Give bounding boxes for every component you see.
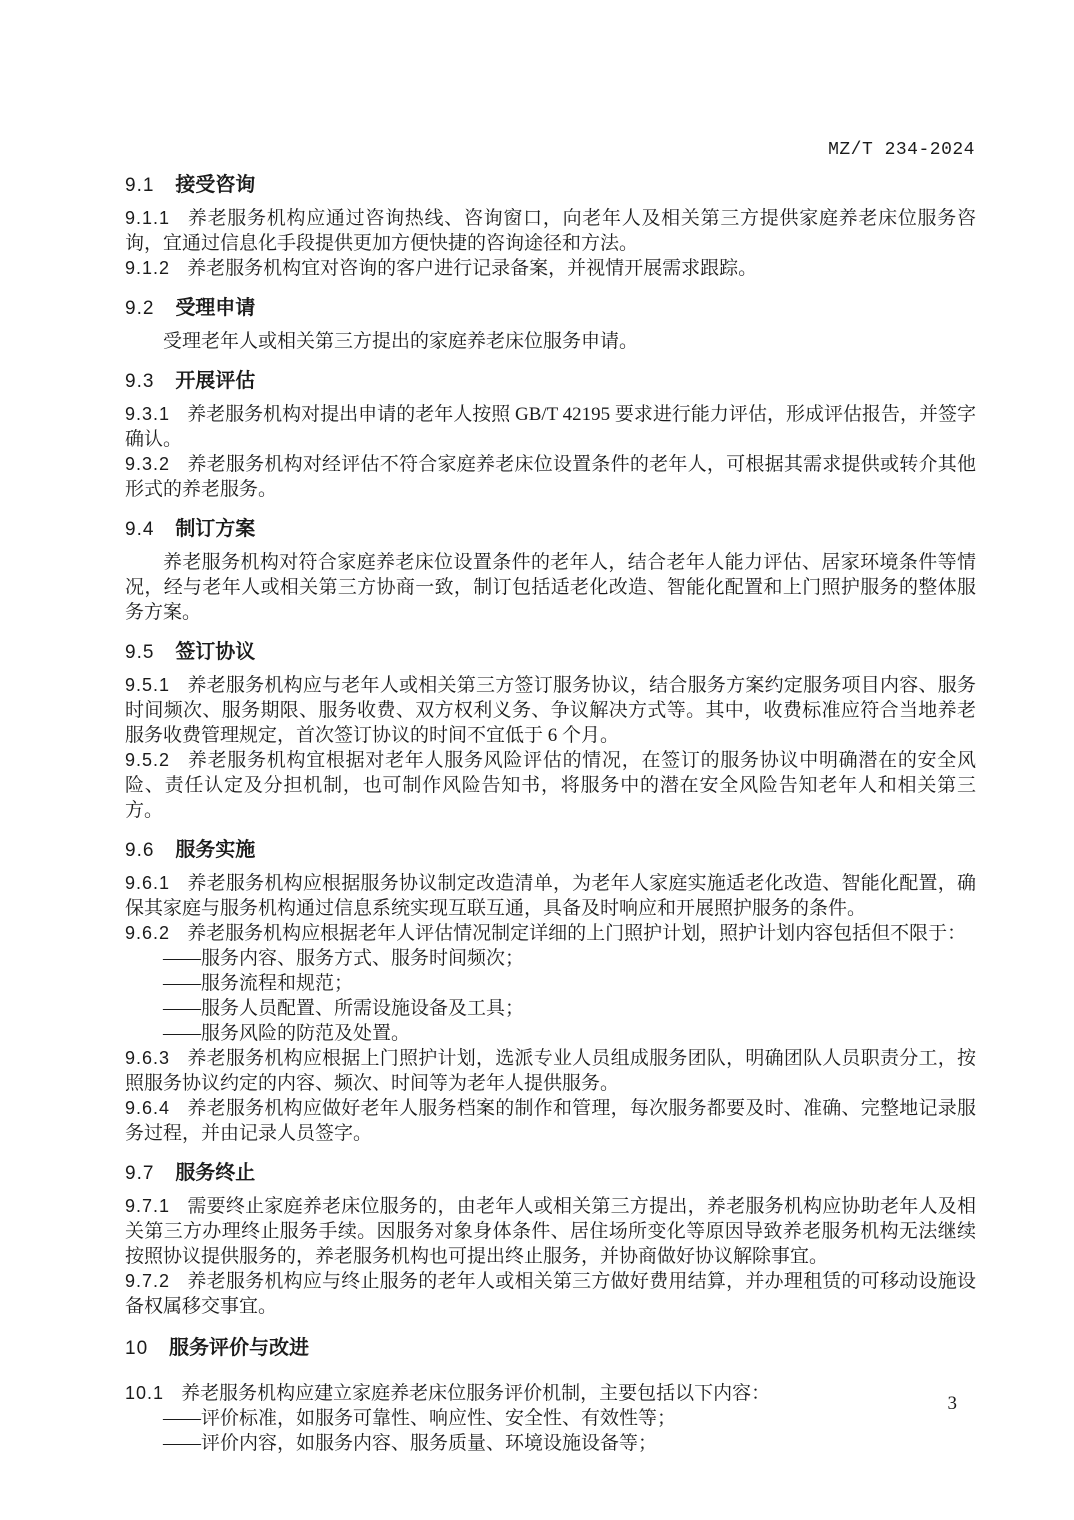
clause-text: 养老服务机构应根据老年人评估情况制定详细的上门照护计划，照护计划内容包括但不限于： (187, 923, 967, 944)
clause-number: 9.5.2 (125, 750, 171, 770)
chapter-number: 10 (125, 1338, 149, 1359)
list-item: ——评价内容，如服务内容、服务质量、环境设施设备等； (163, 1433, 658, 1454)
clause-9-5-2 (125, 748, 976, 823)
document-code: MZ/T 234-2024 (828, 140, 975, 160)
section-number: 9.5 (125, 642, 155, 663)
section-title: 签订协议 (175, 641, 256, 663)
list-item: ——服务人员配置、所需设施设备及工具； (163, 998, 525, 1019)
section-title: 受理申请 (175, 297, 256, 319)
clause-text: 养老服务机构应根据服务协议制定改造清单，为老年人家庭实施适老化改造、智能化配置，确保其家庭与服务机构通过信息系统实现互联互通，具备及时响应和开展照护服务的条件。 (125, 873, 976, 919)
clause-number: 9.5.1 (125, 675, 171, 695)
clause-number: 9.1.2 (125, 258, 171, 278)
clause-number: 9.6.1 (125, 873, 171, 893)
clause-text: 养老服务机构对经评估不符合家庭养老床位设置条件的老年人，可根据其需求提供或转介其他形式的养老服务。 (125, 454, 976, 500)
clause-number: 9.7.2 (125, 1271, 171, 1291)
section-number: 9.7 (125, 1163, 155, 1184)
clause-text: 养老服务机构应与终止服务的老年人或相关第三方做好费用结算，并办理租赁的可移动设施设备权属移交事宜。 (125, 1271, 976, 1317)
paragraph-9-2: 受理老年人或相关第三方提出的家庭养老床位服务申请。 (163, 331, 639, 352)
section-number: 9.6 (125, 840, 155, 861)
section-9-4-heading (125, 516, 976, 543)
section-number: 9.4 (125, 519, 155, 540)
clause-9-6-4 (125, 1096, 976, 1146)
clause-9-6-1 (125, 871, 976, 921)
clause-9-1-2 (125, 256, 976, 281)
section-9-6-heading (125, 837, 976, 864)
clause-number: 9.3.1 (125, 404, 171, 424)
section-title: 开展评估 (175, 370, 256, 392)
clause-number: 9.7.1 (125, 1196, 171, 1216)
clause-9-3-1 (125, 402, 976, 452)
section-9-5-heading (125, 639, 976, 666)
section-9-7-heading (125, 1160, 976, 1187)
clause-text: 需要终止家庭养老床位服务的，由老年人或相关第三方提出，养老服务机构应协助老年人及相关第三方办理终止服务手续。因服务对象身体条件、居住场所变化等原因导致养老服务机构无法继续按照协议提供服务的，养老服务机构也可提出终止服务，并协商做好协议解除事宜。 (125, 1196, 976, 1267)
clause-text: 养老服务机构应做好老年人服务档案的制作和管理，每次服务都要及时、准确、完整地记录服务过程，并由记录人员签字。 (125, 1098, 976, 1144)
list-item: ——评价标准，如服务可靠性、响应性、安全性、有效性等； (163, 1408, 677, 1429)
section-9-2-heading (125, 295, 976, 322)
clause-9-7-2 (125, 1269, 976, 1319)
section-number: 9.2 (125, 298, 155, 319)
section-title: 接受咨询 (175, 174, 256, 196)
clause-number: 9.6.4 (125, 1098, 171, 1118)
list-item: ——服务流程和规范； (163, 973, 354, 994)
clause-number: 9.6.3 (125, 1048, 171, 1068)
clause-9-7-1 (125, 1194, 976, 1269)
clause-text: 养老服务机构应通过咨询热线、咨询窗口，向老年人及相关第三方提供家庭养老床位服务咨询，宜通过信息化手段提供更加方便快捷的咨询途径和方法。 (125, 208, 976, 254)
clause-9-6-3 (125, 1046, 976, 1096)
list-item: ——服务风险的防范及处置。 (163, 1023, 411, 1044)
section-number: 9.1 (125, 175, 155, 196)
clause-9-5-1 (125, 673, 976, 748)
section-9-3-heading (125, 368, 976, 395)
clause-text: 养老服务机构应建立家庭养老床位服务评价机制，主要包括以下内容： (181, 1383, 771, 1404)
clause-9-6-2 (125, 921, 976, 946)
clause-text: 养老服务机构应与老年人或相关第三方签订服务协议，结合服务方案约定服务项目内容、服务时间频次、服务期限、服务收费、双方权利义务、争议解决方式等。其中，收费标准应符合当地养老服务收费管理规定，首次签订协议的时间不宜低于 6 个月。 (125, 675, 976, 746)
section-title: 服务实施 (175, 839, 256, 861)
section-9-1-heading (125, 172, 976, 199)
list-item: ——服务内容、服务方式、服务时间频次； (163, 948, 525, 969)
clause-number: 9.1.1 (125, 208, 171, 228)
chapter-title: 服务评价与改进 (169, 1337, 310, 1359)
clause-text: 养老服务机构对提出申请的老年人按照 GB/T 42195 要求进行能力评估，形成评估报告，并签字确认。 (125, 404, 976, 450)
clause-9-3-2 (125, 452, 976, 502)
section-number: 9.3 (125, 371, 155, 392)
section-title: 制订方案 (175, 518, 256, 540)
paragraph-9-4: 养老服务机构对符合家庭养老床位设置条件的老年人，结合老年人能力评估、居家环境条件等情况，经与老年人或相关第三方协商一致，制订包括适老化改造、智能化配置和上门照护服务的整体服务方案。 (125, 552, 976, 623)
clause-10-1 (125, 1381, 976, 1406)
clause-text: 养老服务机构宜根据对老年人服务风险评估的情况，在签订的服务协议中明确潜在的安全风险、责任认定及分担机制，也可制作风险告知书，将服务中的潜在安全风险告知老年人和相关第三方。 (125, 750, 976, 821)
clause-text: 养老服务机构宜对咨询的客户进行记录备案，并视情开展需求跟踪。 (187, 258, 758, 279)
clause-number: 10.1 (125, 1383, 165, 1403)
section-title: 服务终止 (175, 1162, 256, 1184)
document-body (125, 0, 976, 1456)
chapter-10-heading (125, 1335, 976, 1362)
page-number: 3 (947, 1393, 957, 1414)
clause-text: 养老服务机构应根据上门照护计划，选派专业人员组成服务团队，明确团队人员职责分工，按照服务协议约定的内容、频次、时间等为老年人提供服务。 (125, 1048, 976, 1094)
clause-number: 9.6.2 (125, 923, 171, 943)
clause-9-1-1 (125, 206, 976, 256)
clause-number: 9.3.2 (125, 454, 171, 474)
